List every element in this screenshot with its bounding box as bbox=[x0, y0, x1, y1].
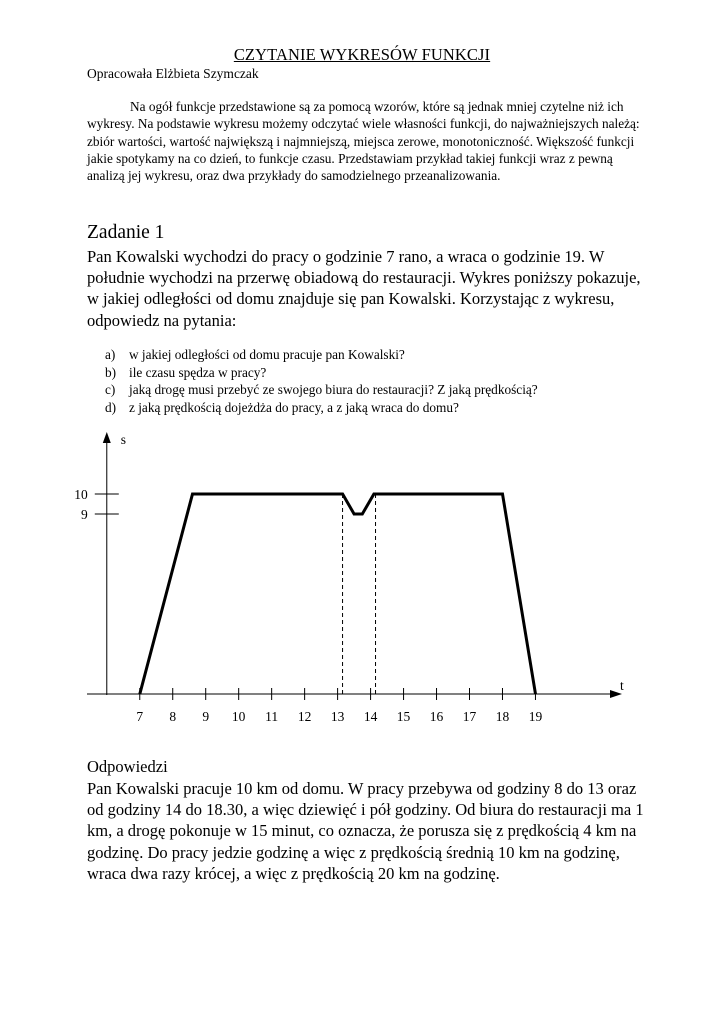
x-axis-label: t bbox=[620, 678, 624, 693]
question-marker: a) bbox=[105, 347, 116, 362]
x-tick-label: 17 bbox=[462, 709, 477, 724]
task-heading: Zadanie 1 bbox=[87, 222, 165, 243]
question-text: w jakiej odległości od domu pracuje pan Kowalski? bbox=[129, 347, 405, 362]
question-marker: b) bbox=[105, 364, 117, 380]
answers-text: Pan Kowalski pracuje 10 km od domu. W pracy przebywa od godziny 8 do 13 oraz od godziny 14 do 18.30, a więc dziewięć i pół godziny. Od biura do restauracji ma 1 km, a drogę pokonuje w 15 minut, co oznacza, że porusza się z prędkością 4 km na godzinę. Do pracy jedzie godzinę a więc z prędkością średnią 10 km na godzinę, wraca dwa razy krócej, a więc z prędkością 20 km na godzinę. bbox=[87, 779, 644, 883]
x-tick-label: 9 bbox=[202, 709, 210, 724]
x-tick-label: 11 bbox=[265, 709, 279, 724]
x-tick-label: 8 bbox=[169, 709, 177, 724]
question-marker: c) bbox=[105, 382, 116, 398]
y-axis-label: s bbox=[120, 432, 127, 447]
intro-paragraph: Na ogół funkcje przedstawione są za pomocą wzorów, które są jednak mniej czytelne niż ich wykresy. Na podstawie wykresu możemy odczytać wiele własności funkcji, do najważniejszych należą: zbiór wartości, wartość największą i najmniejszą, miejsca zerowe, monotoniczność. Większość funkcji jakie spotykamy na co dzień, to funkcje czasu. Przedstawiam przykład takiej funkcji wraz z pewną analizą jej wykresu, oraz dwa przykłady do samodzielnego przeanalizowania. bbox=[87, 99, 640, 184]
x-tick-label: 10 bbox=[231, 709, 246, 724]
x-tick-label: 15 bbox=[396, 709, 411, 724]
x-tick-label: 13 bbox=[330, 709, 345, 724]
x-tick-label: 14 bbox=[363, 709, 378, 724]
question-text: jaką drogę musi przebyć ze swojego biura do restauracji? Z jaką prędkością? bbox=[129, 382, 538, 398]
series-line bbox=[140, 494, 536, 694]
y-tick-label: 9 bbox=[81, 507, 88, 522]
page-title: CZYTANIE WYKRESÓW FUNKCJI bbox=[233, 45, 491, 64]
task-description: Pan Kowalski wychodzi do pracy o godzinie 7 rano, a wraca o godzinie 19. W południe wychodzi na przerwę obiadową do restauracji. Wykres poniższy pokazuje, w jakiej odległości od domu znajduje się pan Kowalski. Korzystając z wykresu, odpowiedz na pytania: bbox=[87, 247, 641, 330]
answers-heading: Odpowiedzi bbox=[87, 757, 168, 776]
x-tick-label: 12 bbox=[297, 709, 312, 724]
x-tick-label: 16 bbox=[429, 709, 444, 724]
x-tick-label: 19 bbox=[528, 709, 543, 724]
question-marker: d) bbox=[105, 399, 117, 415]
y-tick-label: 10 bbox=[74, 487, 88, 502]
x-tick-label: 7 bbox=[136, 709, 144, 724]
question-text: z jaką prędkością dojeżdża do pracy, a z jaką wraca do domu? bbox=[129, 399, 459, 415]
y-axis-arrow bbox=[103, 432, 111, 443]
x-tick-label: 18 bbox=[495, 709, 510, 724]
question-text: ile czasu spędza w pracy? bbox=[129, 364, 267, 380]
author-line: Opracowała Elżbieta Szymczak bbox=[87, 66, 259, 81]
